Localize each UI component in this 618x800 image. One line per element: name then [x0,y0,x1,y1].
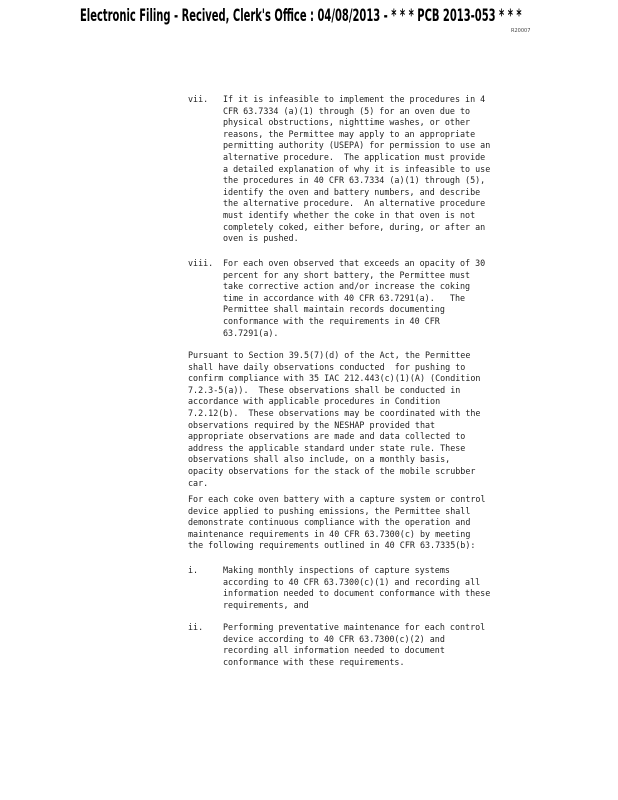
item-i-label: i. [188,565,199,575]
pursuant-paragraph: Pursuant to Section 39.5(7)(d) of the Act, the Permittee shall have daily observations conducted for pushing to confirm compliance with 35 IAC 212.443(c)(1)(A) (Condition 7.2.3-5(a)). These observations shall be conducted in accordance with applicable procedures in Condition 7.2.12(b). These observations may be coordinated with the observations required by the NESHAP provided that appropriate observations are made and data collected to address the applicable standard under state rule. These observations shall also include, on a monthly basis, opacity observations for the stack of the mobile scrubber car. [188,350,481,488]
item-ii-label: ii. [188,622,204,632]
item-viii-label: viii. [188,258,214,268]
item-viii-text: For each oven observed that exceeds an opacity of 30 percent for any short battery, the Permittee must take corrective action and/or increase the coking time in accordance with 40 CFR 63.7291(a). The Permittee shall maintain records documenting conformance with the requirements in 40 CFR 63.7291(a). [223,258,486,338]
capture-system-paragraph: For each coke oven battery with a capture system or control device applied to pushing emissions, the Permittee shall demonstrate continuous compliance with the operation and maintenance requirements in 40 CFR 63.7300(c) by meeting the following requirements outlined in 40 CFR 63.7335(b): [188,494,486,551]
item-ii-text: Performing preventative maintenance for each control device according to 40 CFR 63.7300(c)(2) and recording all information needed to document conformance with these requirements. [223,622,486,667]
page-id-label: R20007 [511,28,531,34]
item-i-text: Making monthly inspections of capture systems according to 40 CFR 63.7300(c)(1) and recording all information needed to document conformance with these requirements, and [223,565,491,610]
item-vii-label: vii. [188,94,209,104]
filing-stamp-header: Electronic Filing - Recived, Clerk's Office : 04/08/2013 - * * * PCB 2013-053 * * * [80,6,522,25]
item-vii-text: If it is infeasible to implement the procedures in 4 CFR 63.7334 (a)(1) through (5) for an oven due to physical obstructions, nighttime washes, or other reasons, the Permittee may apply to an appropriate permitting authority (USEPA) for permission to use an alternative procedure. The application must provide a detailed explanation of why it is infeasible to use the procedures in 40 CFR 63.7334 (a)(1) through (5), identify the oven and battery numbers, and describe the alternative procedure. An alternative procedure must identify whether the coke in that oven is not completely coked, either before, during, or after an oven is pushed. [223,94,491,244]
